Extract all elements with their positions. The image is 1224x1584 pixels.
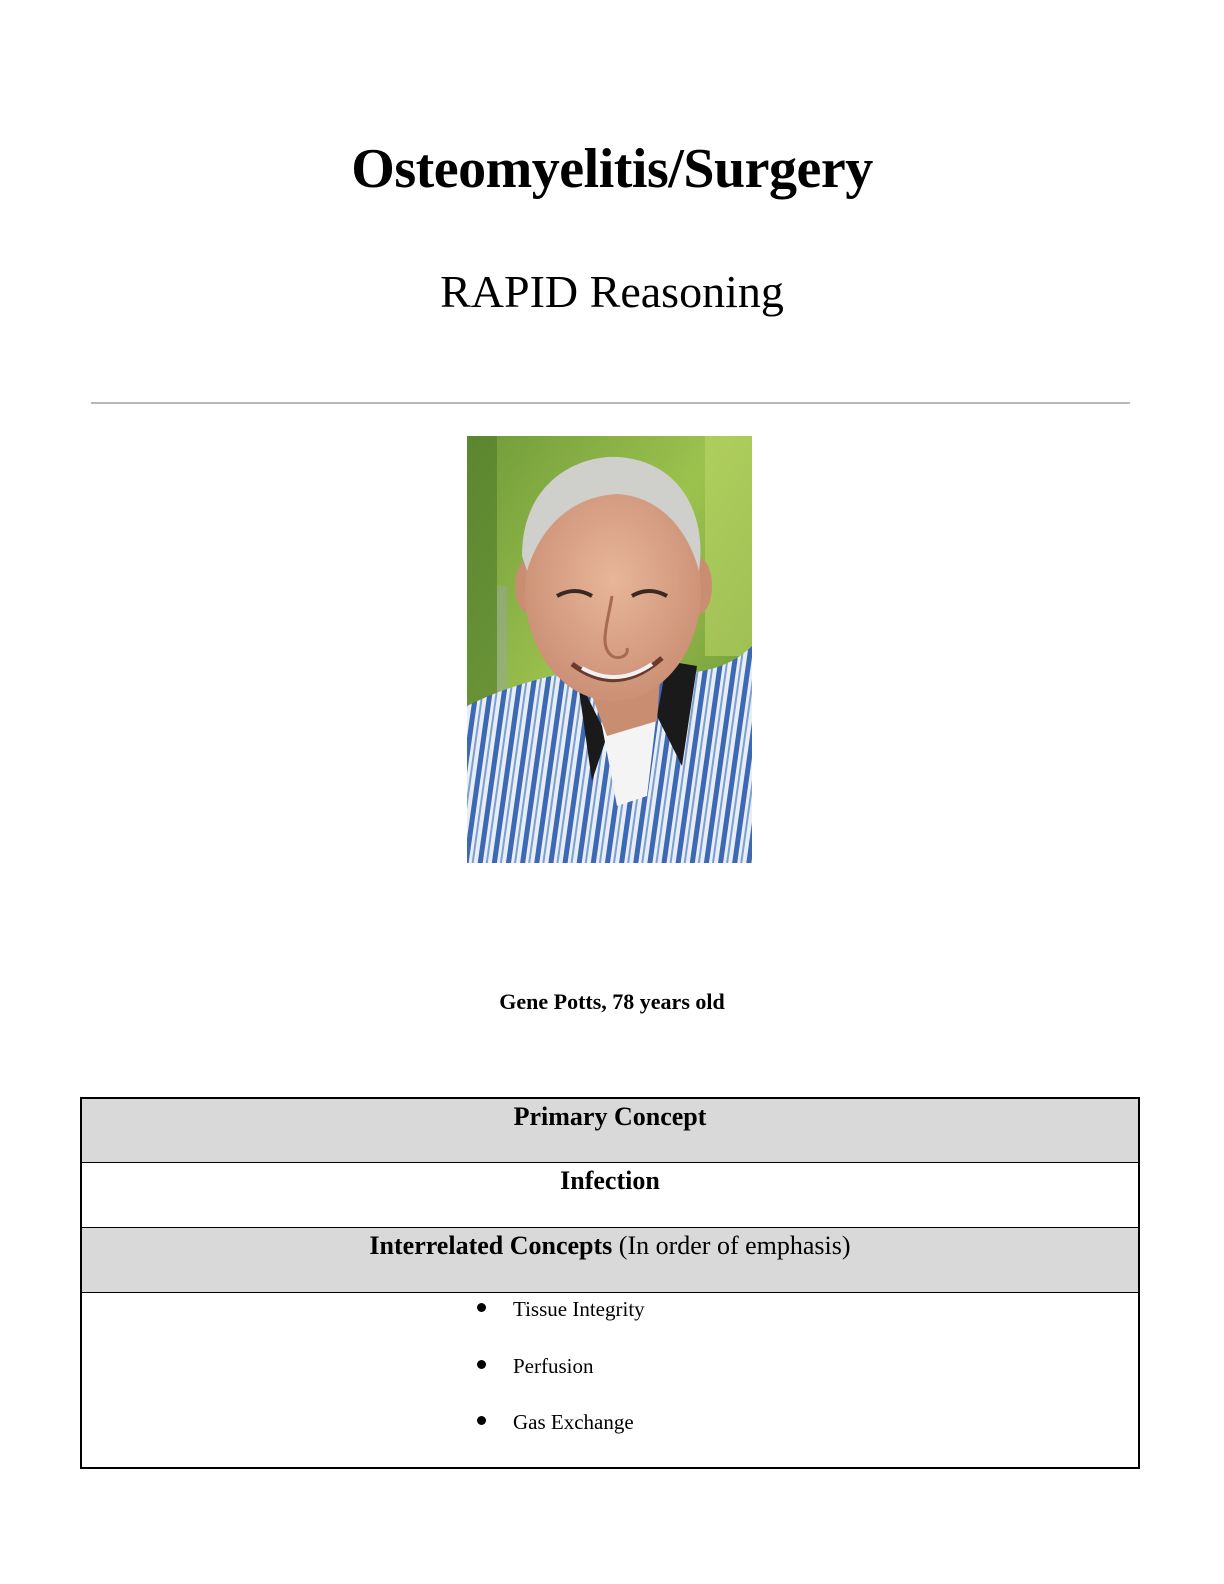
- patient-caption: Gene Potts, 78 years old: [499, 989, 725, 1014]
- bullet-icon: [477, 1303, 486, 1312]
- bullet-icon: [477, 1360, 486, 1369]
- interrelated-heading-note: (In order of emphasis): [612, 1231, 851, 1260]
- list-item-label: Tissue Integrity: [513, 1297, 645, 1321]
- list-item-label: Gas Exchange: [513, 1410, 634, 1434]
- interrelated-concepts-list-row: [82, 1293, 1138, 1467]
- interrelated-heading-label: Interrelated Concepts: [369, 1231, 613, 1260]
- page-title: Osteomyelitis/Surgery: [351, 138, 873, 200]
- bullet-icon: [477, 1416, 486, 1425]
- interrelated-concepts-heading: [82, 1228, 1138, 1293]
- interrelated-concepts-list: [475, 1297, 645, 1467]
- list-item: [475, 1410, 645, 1467]
- primary-concept-heading: Primary Concept: [82, 1099, 1138, 1163]
- page-subtitle: RAPID Reasoning: [440, 266, 784, 317]
- list-item: [475, 1297, 645, 1354]
- patient-photo: [467, 436, 752, 863]
- concepts-table: [80, 1097, 1140, 1469]
- list-item: [475, 1354, 645, 1411]
- horizontal-divider: [91, 402, 1130, 404]
- primary-concept-value: Infection: [82, 1163, 1138, 1228]
- list-item-label: Perfusion: [513, 1353, 594, 1378]
